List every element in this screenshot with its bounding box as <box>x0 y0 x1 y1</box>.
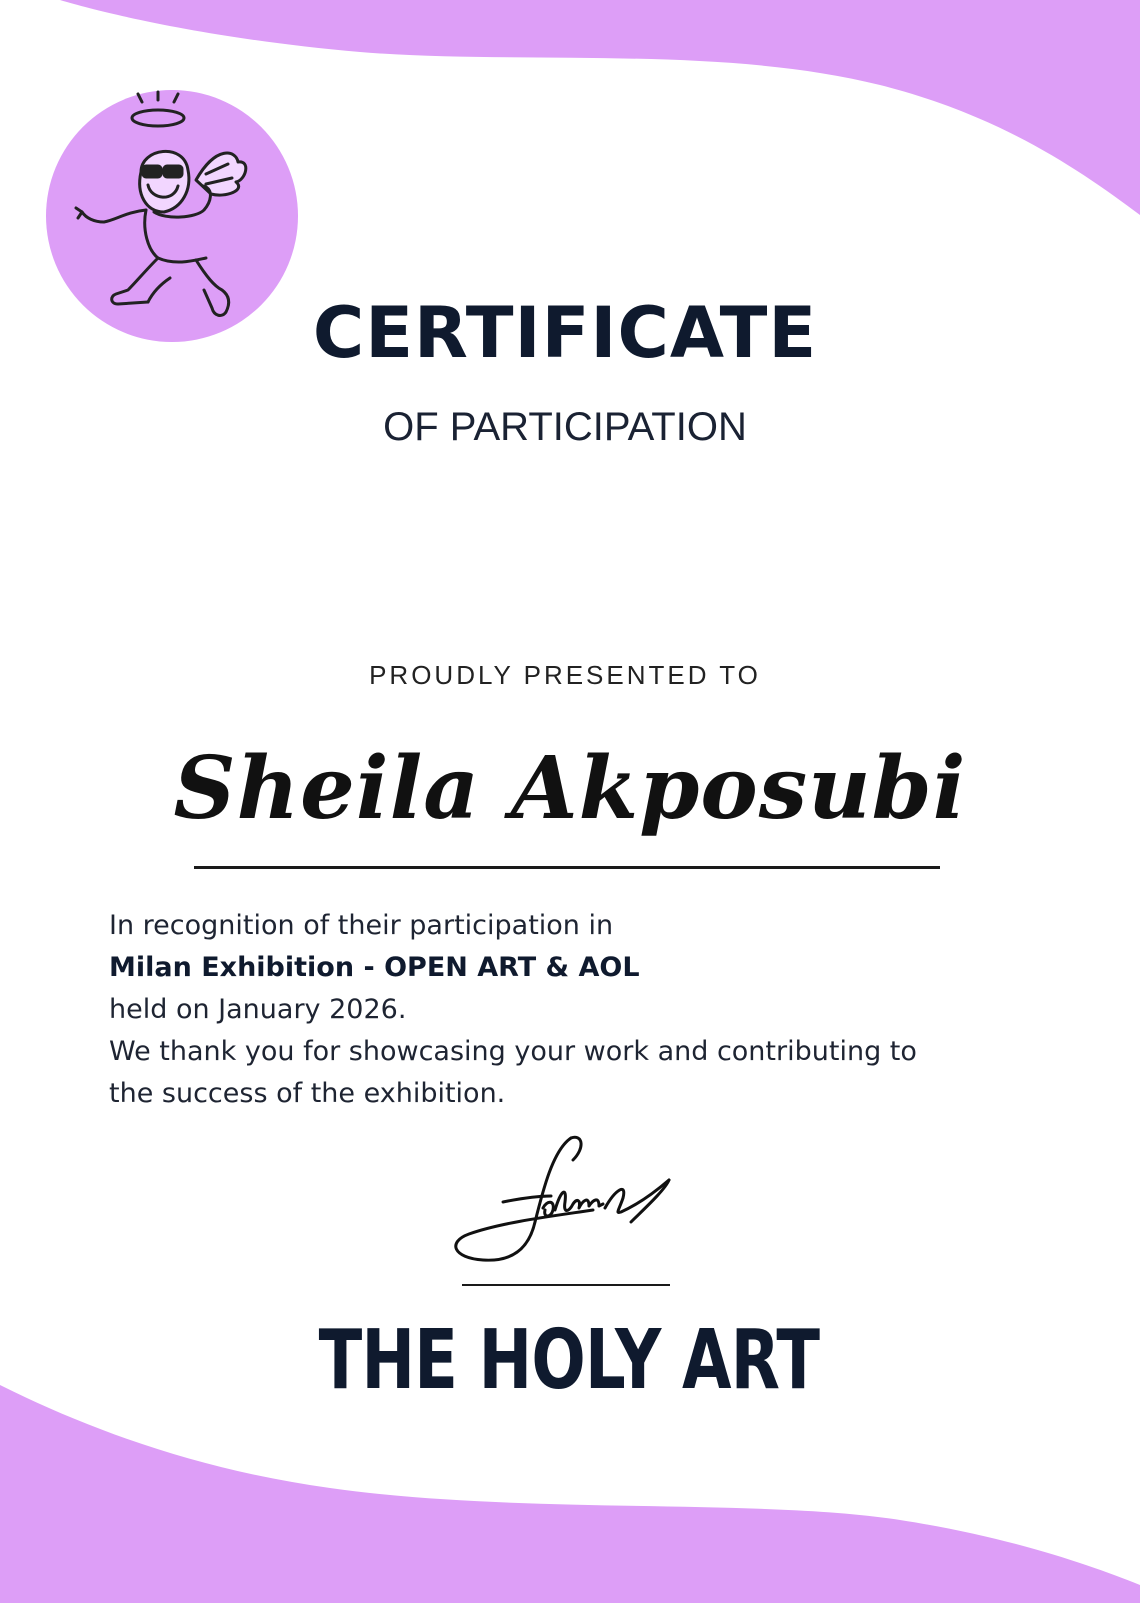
recognition-line-3: held on January 2026. <box>109 994 407 1025</box>
presented-to-label: PROUDLY PRESENTED TO <box>369 660 761 690</box>
certificate-subtitle: OF PARTICIPATION <box>383 405 747 449</box>
recognition-text <box>109 905 1039 1115</box>
recognition-line-1: In recognition of their participation in <box>109 910 614 941</box>
recipient-name: Sheila Akposubi <box>173 738 967 839</box>
certificate-title: CERTIFICATE <box>312 292 818 374</box>
signature-line <box>462 1284 670 1286</box>
recognition-line-4: We thank you for showcasing your work and contributing to <box>109 1036 917 1067</box>
bottom-wave <box>0 1385 1140 1603</box>
organization-name: THE HOLY ART <box>318 1313 820 1408</box>
event-name: Milan Exhibition - OPEN ART & AOL <box>109 952 640 983</box>
name-underline <box>194 866 940 869</box>
recognition-line-5: the success of the exhibition. <box>109 1078 506 1109</box>
signature <box>443 1130 693 1280</box>
